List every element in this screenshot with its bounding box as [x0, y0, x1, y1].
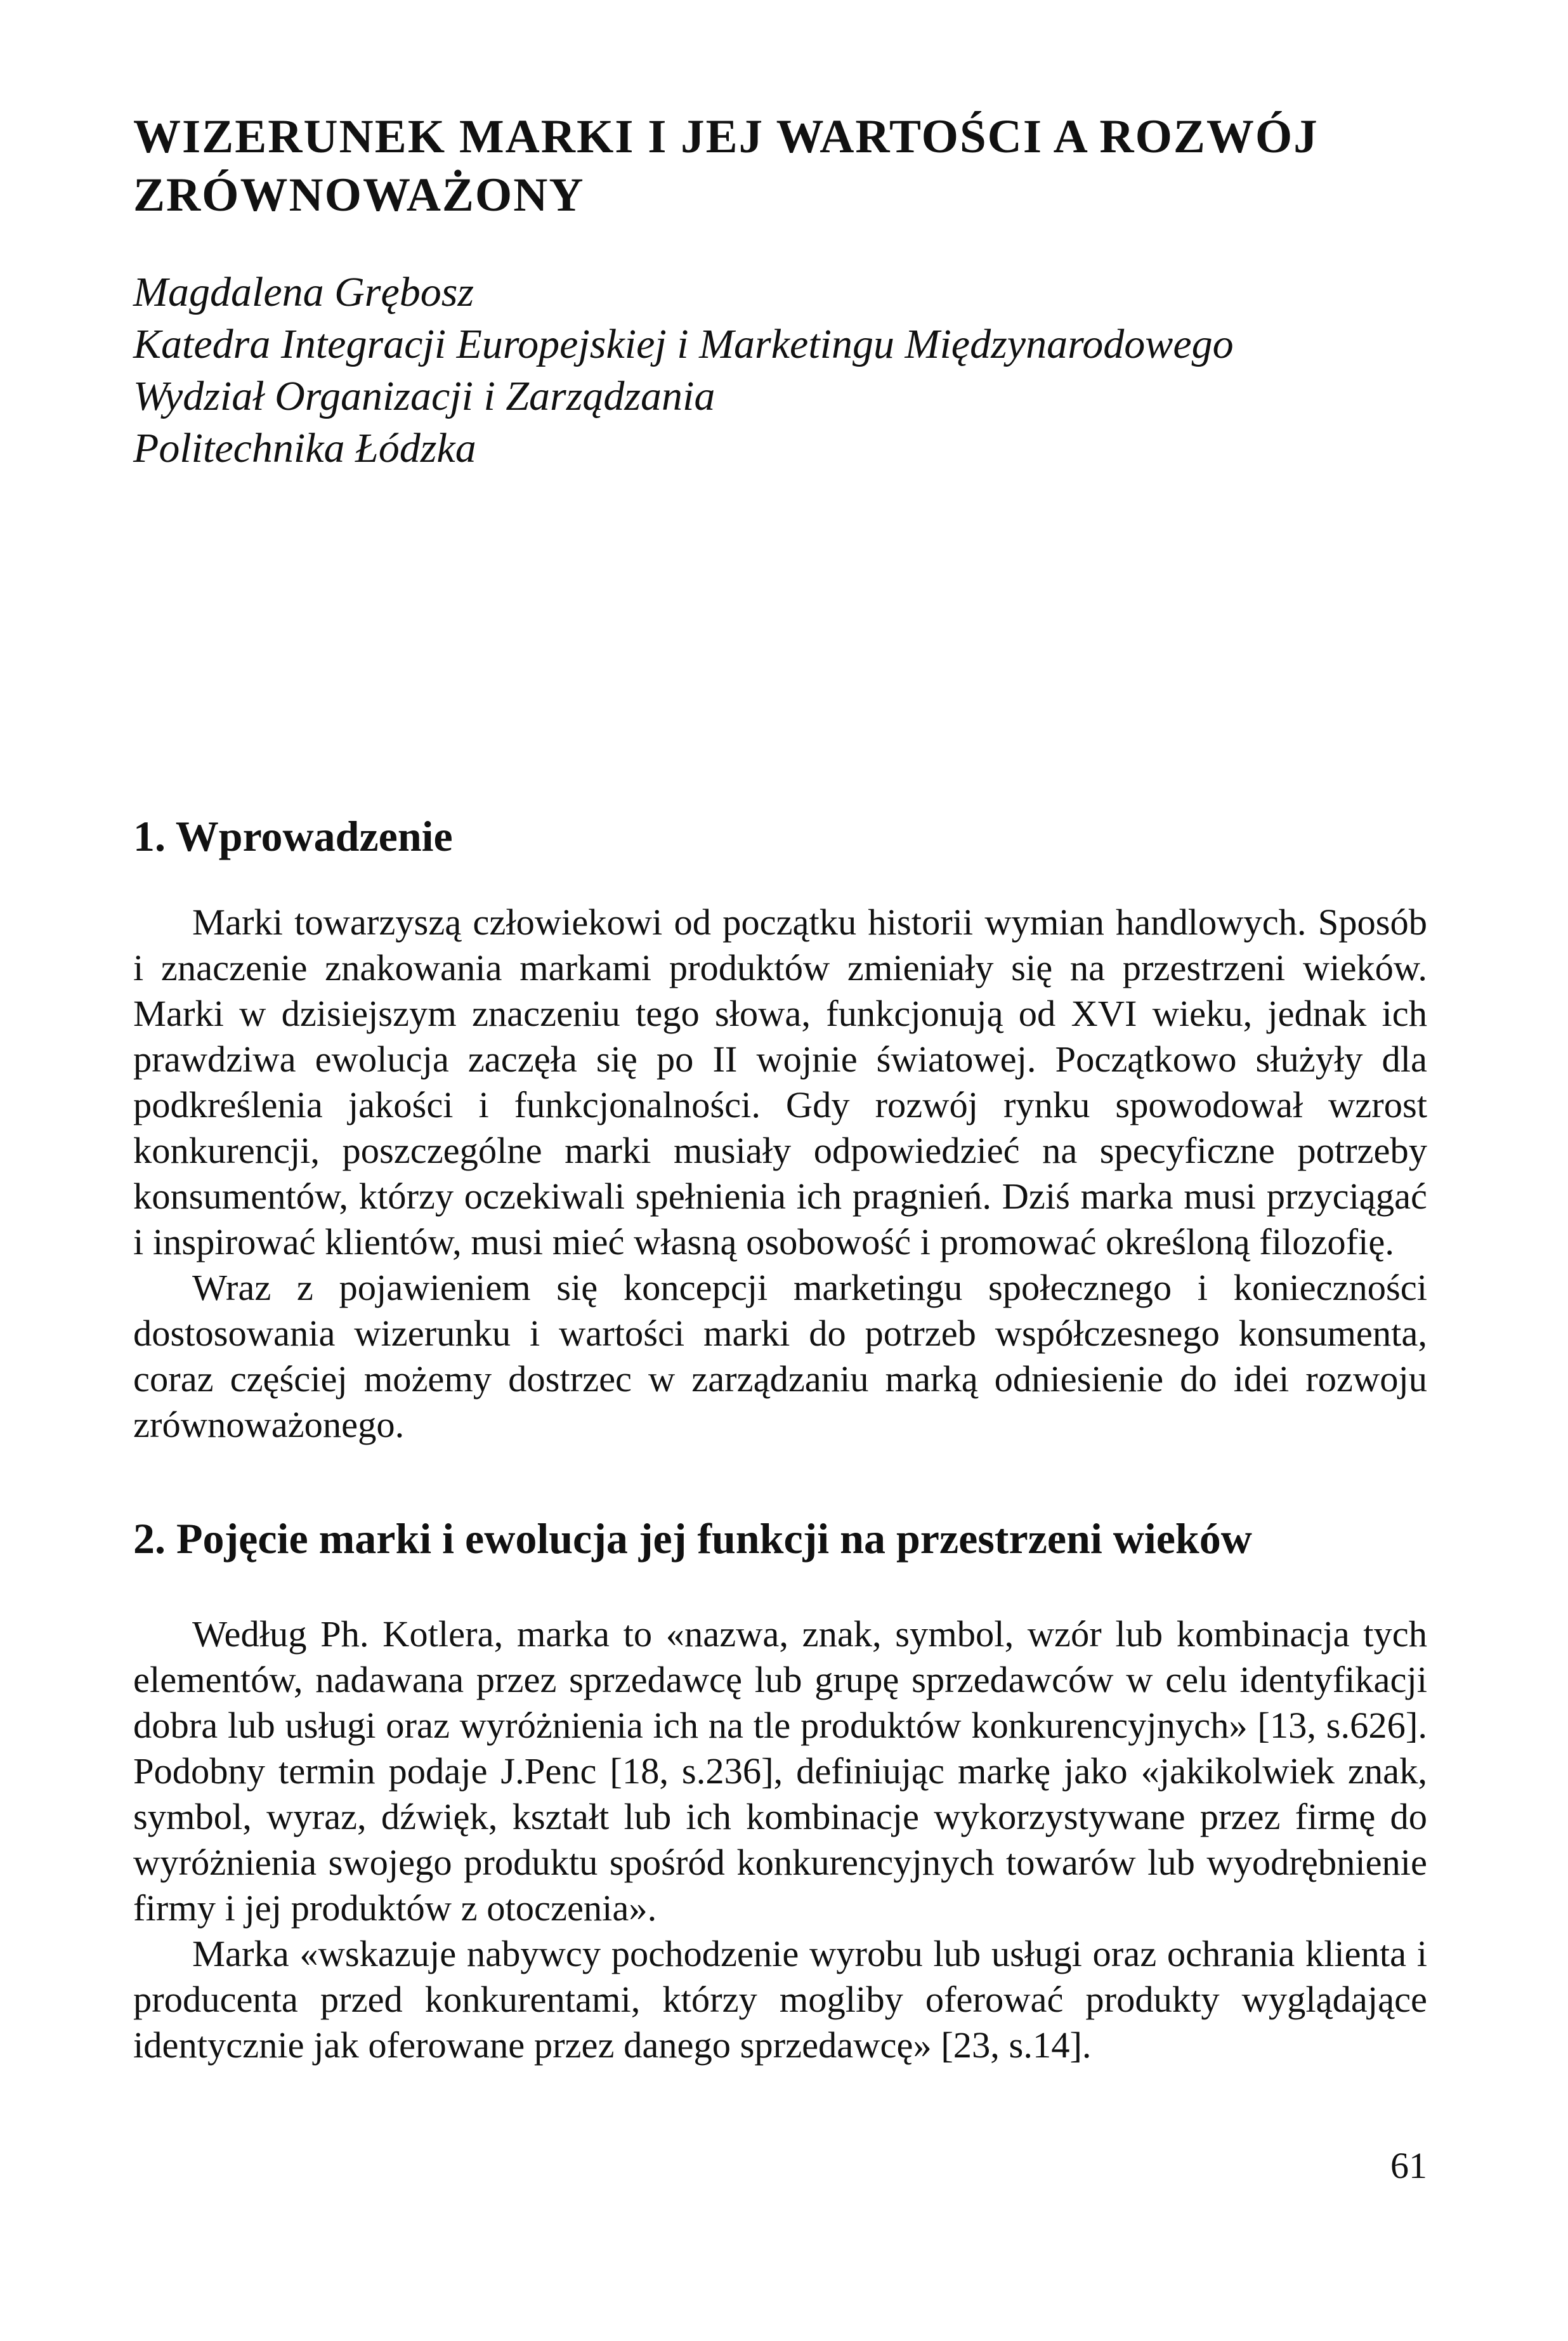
author-name: Magdalena Grębosz [133, 269, 474, 315]
paragraph: Według Ph. Kotlera, marka to «nazwa, znak, symbol, wzór lub kombinacja tych elementów, nadawana przez sprzedawcę lub grupę sprzedawców w celu identyfikacji dobra lub usługi oraz wyróżnienia ich na tle produktów konkurencyjnych» [13, s.626]. Podobny termin podaje J.Penc [18, s.236], definiując markę jako «jakikolwiek znak, symbol, wyraz, dźwięk, kształt lub ich kombinacje wykorzystywane przez firmę do wyróżnienia swojego produktu spośród konkurencyjnych towarów lub wyodrębnienie firmy i jej produktów z otoczenia». [133, 1613, 1427, 1929]
author-block [133, 266, 1427, 475]
section-body-brand-concept [133, 1611, 1427, 2068]
page-number: 61 [1390, 2145, 1427, 2186]
section-heading-introduction: 1. Wprowadzenie [133, 812, 453, 860]
section-heading-brand-concept: 2. Pojęcie marki i ewolucja jej funkcji na przestrzeni wieków [133, 1514, 1252, 1563]
section-body-introduction [133, 900, 1427, 1448]
author-university: Politechnika Łódzka [133, 425, 476, 471]
paragraph: Marka «wskazuje nabywcy pochodzenie wyrobu lub usługi oraz ochrania klienta i producenta przed konkurentami, którzy mogliby oferować produkty wyglądające identycznie jak oferowane przez danego sprzedawcę» [23, s.14]. [133, 1933, 1427, 2066]
article-title: WIZERUNEK MARKI I JEJ WARTOŚCI A ROZWÓJ ZRÓWNOWAŻONY [133, 110, 1319, 221]
author-department: Katedra Integracji Europejskiej i Marketingu Międzynarodowego [133, 321, 1234, 367]
paragraph: Wraz z pojawieniem się koncepcji marketingu społecznego i konieczności dostosowania wizerunku i wartości marki do potrzeb współczesnego konsumenta, coraz częściej możemy dostrzec w zarządzaniu marką odniesienie do idei rozwoju zrównoważonego. [133, 1267, 1427, 1445]
paragraph: Marki towarzyszą człowiekowi od początku historii wymian handlowych. Sposób i znaczenie znakowania markami produktów zmieniały się na przestrzeni wieków. Marki w dzisiejszym znaczeniu tego słowa, funkcjonują od XVI wieku, jednak ich prawdziwa ewolucja zaczęła się po II wojnie światowej. Początkowo służyły dla podkreślenia jakości i funkcjonalności. Gdy rozwój rynku spowodował wzrost konkurencji, poszczególne marki musiały odpowiedzieć na specyficzne potrzeby konsumentów, którzy oczekiwali spełnienia ich pragnień. Dziś marka musi przyciągać i inspirować klientów, musi mieć własną osobowość i promować określoną filozofię. [133, 902, 1427, 1262]
author-faculty: Wydział Organizacji i Zarządzania [133, 373, 715, 419]
